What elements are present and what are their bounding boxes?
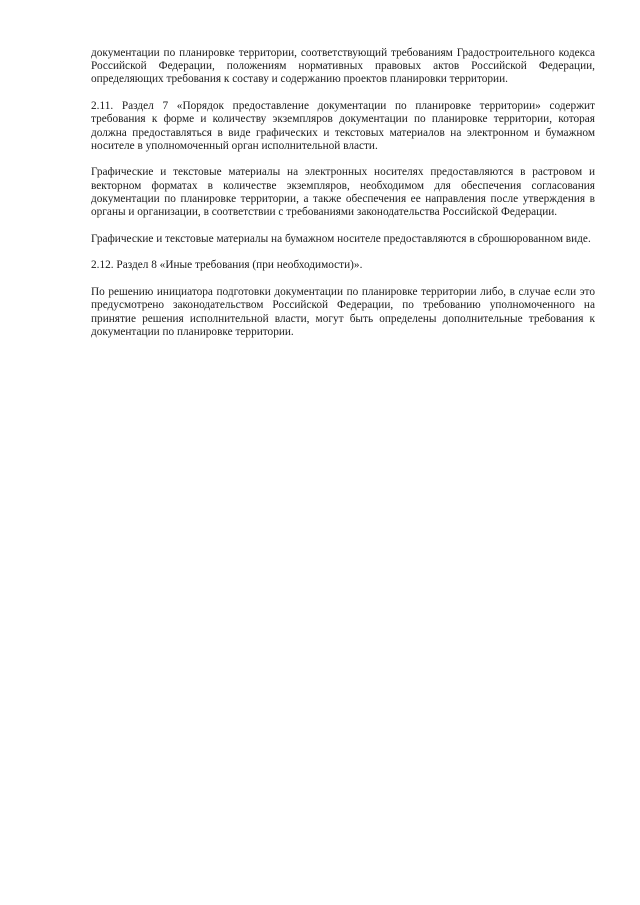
paragraph-electronic-materials: Графические и текстовые материалы на электронных носителях предоставляются в растровом и векторном форматах в количестве экземпляров, необходимом для обеспечения согласования документации по планировке территории, а также обеспечения ее направления после утверждения в органы и организации, в соответствии с требованиями законодательства Российской Федерации. <box>91 166 595 219</box>
paragraph-section-8: 2.12. Раздел 8 «Иные требования (при необходимости)». <box>91 259 363 272</box>
paragraph-documentation-composition: документации по планировке территории, соответствующий требованиям Градостроительного кодекса Российской Федерации, положениям нормативных правовых актов Российской Федерации, определяющих требования к составу и содержанию проектов планировки территории. <box>91 47 595 86</box>
paragraph-additional-requirements: По решению инициатора подготовки документации по планировке территории либо, в случае если это предусмотрено законодательством Российской Федерации, по требованию уполномоченного на принятие решения исполнительной власти, могут быть определены дополнительные требования к документации по планировке территории. <box>91 286 595 338</box>
paragraph-section-7: 2.11. Раздел 7 «Порядок предоставление документации по планировке территории» содержит требования к форме и количеству экземпляров документации по планировке территории, которая должна предоставляться в виде графических и текстовых материалов на электронном и бумажном носителе в уполномоченный орган исполнительной власти. <box>91 100 595 152</box>
document-body <box>91 47 595 352</box>
paragraph-paper-materials: Графические и текстовые материалы на бумажном носителе предоставляются в сброшюрованном виде. <box>91 232 591 245</box>
